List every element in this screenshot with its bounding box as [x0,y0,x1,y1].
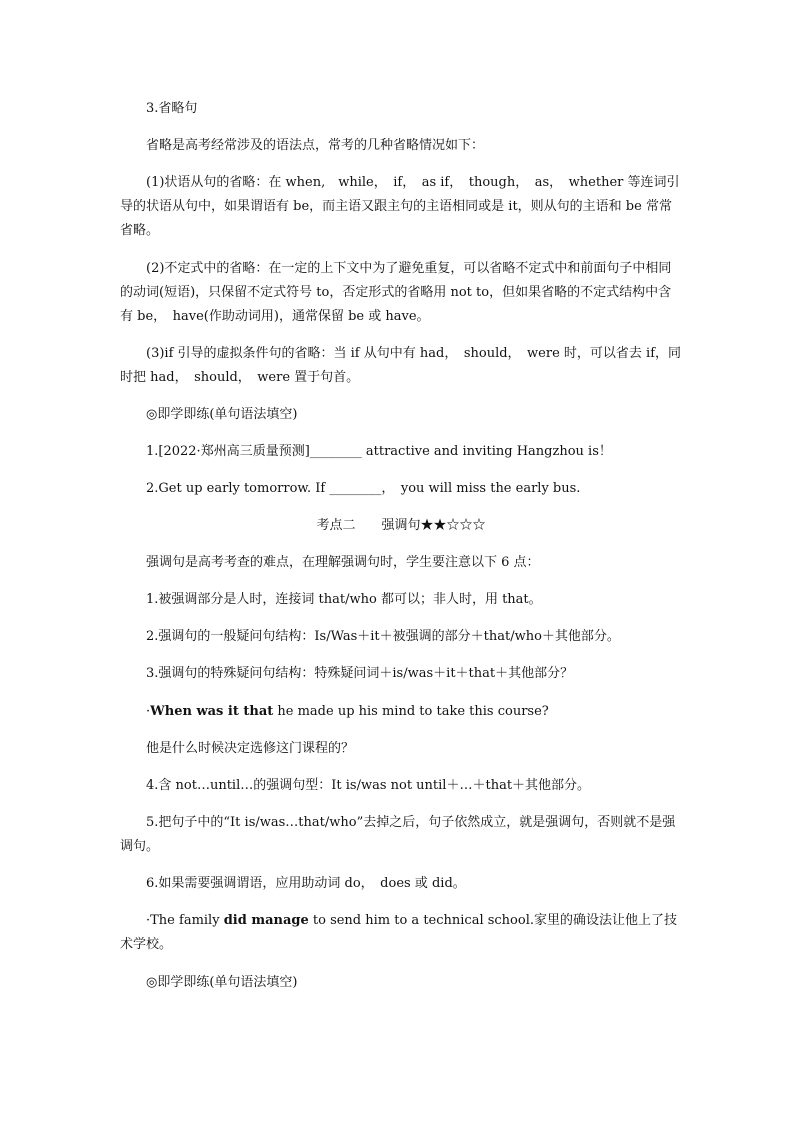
emphasis-rule-3: 3.强调句的特殊疑问句结构：特殊疑问词＋is/was＋it＋that＋其他部分？ [146,666,574,681]
emphasis-rule-1: 1.被强调部分是人时，连接词 that/who 都可以；非人时，用 that。 [146,592,542,607]
emphasis-rule-4: 4.含 not…until…的强调句型：It is/was not until＋…＋that＋其他部分。 [146,778,591,793]
question-1: 1.[2022·郑州高三质量预测]________ attractive and inviting Hangzhou is！ [146,444,612,459]
emphasis-rule-6: 6.如果需要强调谓语，应用助动词 do， does 或 did。 [146,876,466,891]
ellipsis-rule-2: (2)不定式中的省略：在一定的上下文中为了避免重复，可以省略不定式中和前面句子中相同的动词(短语)，只保留不定式符号 to，否定形式的省略用 not to，但如果省略的不定式结构中含有 be， have(作助动词用)，通常保留 be 或 have。 [120,261,672,324]
example-1-rest: he made up his mind to take this course? [273,704,549,719]
ellipsis-rule-1: (1)状语从句的省略：在 when, while， if， as if， though， as， whether 等连词引导的状语从句中，如果谓语有 be，而主语又跟主句的主语相同或是 it，则从句的主语和 be 常常省略。 [120,175,680,238]
point2-title: 考点二 强调句★★☆☆☆ [316,518,486,533]
question-2: 2.Get up early tomorrow. If ________， you will miss the early bus. [146,481,581,496]
example-1-emphasis: When was it that [150,704,274,719]
example-1 [120,700,682,724]
example-2-rest: to send him to a technical school.家里的确设法让他上了技术学校。 [120,913,678,952]
emphasis-intro: 强调句是高考考查的难点，在理解强调句时，学生要注意以下 6 点： [146,555,540,570]
ellipsis-rule-3: (3)if 引导的虚拟条件句的省略：当 if 从句中有 had， should， were 时，可以省去 if，同时把 had， should， were 置于句首。 [120,346,682,385]
ellipsis-intro: 省略是高考经常涉及的语法点，常考的几种省略情况如下： [146,138,485,153]
practice-heading-1: ◎即学即练(单句语法填空) [146,407,298,422]
example-2 [120,909,682,957]
practice-heading-2: ◎即学即练(单句语法填空) [146,975,298,990]
example-2-emphasis: did manage [223,913,309,928]
example-1-translation: 他是什么时候决定选修这门课程的？ [146,741,355,756]
example-1-prefix: · [146,704,151,719]
example-2-prefix: ·The family [146,913,224,928]
emphasis-rule-2: 2.强调句的一般疑问句结构：Is/Was＋it＋被强调的部分＋that/who＋其他部分。 [146,629,620,644]
emphasis-rule-5: 5.把句子中的“It is/was…that/who”去掉之后，句子依然成立，就是强调句，否则就不是强调句。 [120,815,676,854]
section3-title: 3.省略句 [146,101,198,116]
